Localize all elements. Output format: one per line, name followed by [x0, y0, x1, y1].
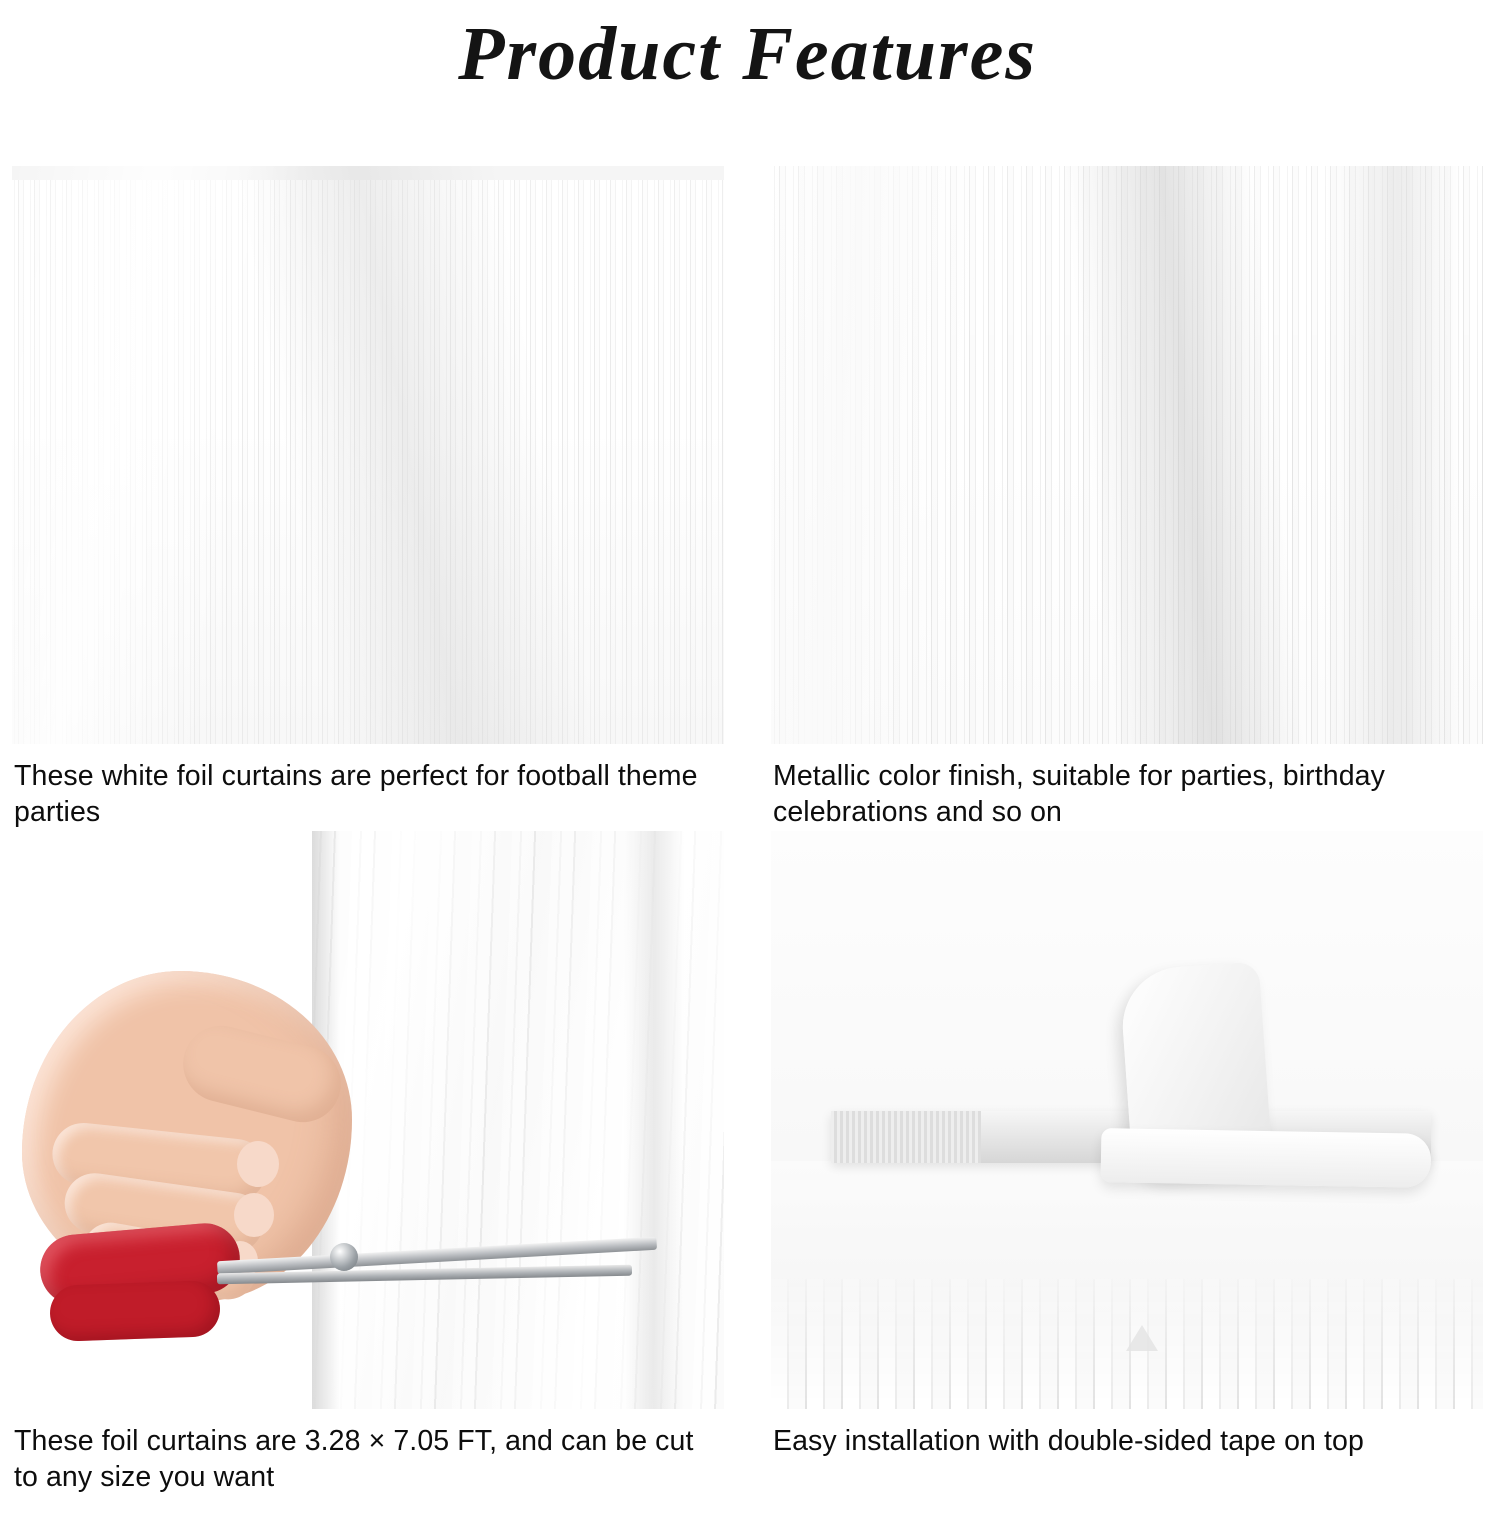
- feature-grid: [12, 166, 1483, 1496]
- foil-curtain-illustration: [12, 166, 724, 744]
- fringe-notch: [1126, 1325, 1158, 1351]
- scissors-pivot-screw: [330, 1243, 358, 1271]
- curtain-top-header-bar: [12, 166, 724, 181]
- fingernail: [237, 1141, 279, 1187]
- feature-cell-cuttable-size: [12, 831, 724, 1496]
- curtain-strands: [771, 166, 1483, 744]
- page-title: Product Features: [458, 12, 1037, 96]
- white-foil-curtain-panel-photo: [12, 166, 724, 744]
- tape-backing-fold: [1101, 1128, 1432, 1188]
- feature-caption: Metallic color finish, suitable for parties, birthday celebrations and so on: [773, 760, 1385, 829]
- tape-scene-illustration: [771, 831, 1483, 1409]
- feature-caption: These white foil curtains are perfect for football theme parties: [14, 760, 698, 829]
- feature-cell-metallic-finish: [771, 166, 1483, 831]
- feature-caption: These foil curtains are 3.28 × 7.05 FT, and can be cut to any size you want: [14, 1424, 694, 1494]
- metallic-white-fringe-closeup-photo: [771, 166, 1483, 744]
- fingernail: [234, 1193, 274, 1237]
- feature-cell-white-foil-curtain: [12, 166, 724, 831]
- feature-cell-easy-installation: [771, 831, 1483, 1496]
- cutting-scene-illustration: [12, 831, 724, 1409]
- curtain-strands: [12, 180, 724, 744]
- feature-caption: Easy installation with double-sided tape on top: [773, 1424, 1364, 1457]
- curtain-right-fold: [624, 831, 684, 1409]
- double-sided-tape-on-top-photo: [771, 831, 1483, 1409]
- scissors-handle-lower: [49, 1280, 221, 1342]
- product-features-page: [0, 12, 1495, 1516]
- foil-fringe-closeup-illustration: [771, 166, 1483, 744]
- hand-cutting-curtain-with-red-scissors-photo: [12, 831, 724, 1409]
